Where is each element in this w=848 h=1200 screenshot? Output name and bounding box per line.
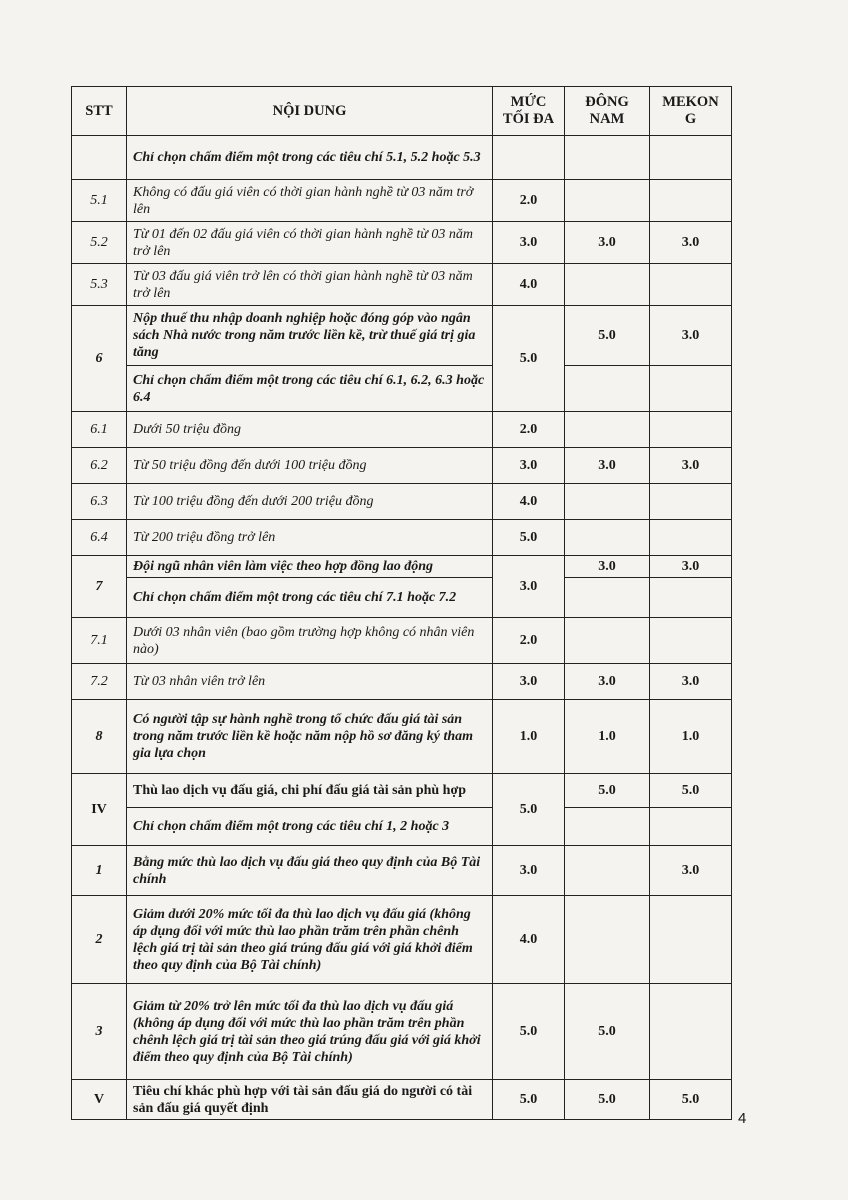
row-stt: 7.1 [72,618,127,664]
row-max: 2.0 [493,618,565,664]
table-row [72,306,732,366]
row-dongnam [565,520,650,556]
row-dongnam: 5.0 [565,984,650,1080]
row-content: Đội ngũ nhân viên làm việc theo hợp đồng lao động [127,556,493,578]
row-dongnam [565,180,650,222]
row-content: Chỉ chọn chấm điểm một trong các tiêu chí 5.1, 5.2 hoặc 5.3 [127,136,493,180]
row-stt: 6 [72,306,127,412]
table-row [72,846,732,896]
row-mekong: 3.0 [650,306,732,366]
row-content: Từ 01 đến 02 đấu giá viên có thời gian hành nghề từ 03 năm trở lên [127,222,493,264]
header-mekong: MEKON G [650,87,732,136]
row-dongnam [565,264,650,306]
row-content: Từ 03 nhân viên trở lên [127,664,493,700]
row-mekong [650,984,732,1080]
row-stt: 6.2 [72,448,127,484]
row-dongnam: 3.0 [565,448,650,484]
row-stt: 6.4 [72,520,127,556]
header-content: NỘI DUNG [127,87,493,136]
table-row [72,136,732,180]
row-content: Tiêu chí khác phù hợp với tài sản đấu giá do người có tài sản đấu giá quyết định [127,1080,493,1120]
header-max: MỨC TỐI ĐA [493,87,565,136]
row-stt: 7 [72,556,127,618]
row-mekong: 1.0 [650,700,732,774]
table-row [72,984,732,1080]
row-stt: 8 [72,700,127,774]
row-max: 3.0 [493,846,565,896]
table-row [72,700,732,774]
row-stt: 5.2 [72,222,127,264]
row-mekong: 3.0 [650,222,732,264]
row-content: Nộp thuế thu nhập doanh nghiệp hoặc đóng góp vào ngân sách Nhà nước trong năm trước liền kề, trừ thuế giá trị gia tăng [127,306,493,366]
row-content: Chỉ chọn chấm điểm một trong các tiêu chí 6.1, 6.2, 6.3 hoặc 6.4 [127,366,493,412]
row-content: Từ 100 triệu đồng đến dưới 200 triệu đồng [127,484,493,520]
table-row [72,578,732,618]
row-mekong [650,896,732,984]
row-content: Giảm từ 20% trở lên mức tối đa thù lao dịch vụ đấu giá (không áp dụng đối với mức thù lao phần trăm trên phần chênh lệch giá trị tài sản theo giá trúng đấu giá với giá khởi điểm theo quy định của Bộ Tài chính) [127,984,493,1080]
row-content: Có người tập sự hành nghề trong tổ chức đấu giá tài sản trong năm trước liền kề hoặc năm nộp hồ sơ đăng ký tham gia lựa chọn [127,700,493,774]
row-mekong [650,180,732,222]
row-max: 4.0 [493,484,565,520]
row-stt: 1 [72,846,127,896]
row-stt: 6.1 [72,412,127,448]
row-stt: 2 [72,896,127,984]
row-mekong: 3.0 [650,448,732,484]
row-max: 3.0 [493,222,565,264]
row-dongnam [565,484,650,520]
header-dongnam: ĐÔNG NAM [565,87,650,136]
row-content: Dưới 03 nhân viên (bao gồm trường hợp không có nhân viên nào) [127,618,493,664]
row-max: 2.0 [493,412,565,448]
row-content: Từ 200 triệu đồng trở lên [127,520,493,556]
table-row [72,412,732,448]
row-dongnam [565,846,650,896]
row-mekong [650,520,732,556]
table-row [72,774,732,808]
row-max: 3.0 [493,556,565,618]
row-stt: 3 [72,984,127,1080]
row-max: 5.0 [493,520,565,556]
table-row [72,556,732,578]
row-stt: 5.1 [72,180,127,222]
row-content: Thù lao dịch vụ đấu giá, chi phí đấu giá tài sản phù hợp [127,774,493,808]
row-dongnam [565,896,650,984]
header-row [72,87,732,136]
row-dongnam: 1.0 [565,700,650,774]
row-content: Giảm dưới 20% mức tối đa thù lao dịch vụ đấu giá (không áp dụng đối với mức thù lao phần trăm trên phần chênh lệch giá trị tài sản theo giá trúng đấu giá với giá khởi điểm theo quy định của Bộ Tài chính) [127,896,493,984]
table-row [72,180,732,222]
row-max: 3.0 [493,664,565,700]
table-row [72,366,732,412]
row-stt: 7.2 [72,664,127,700]
row-mekong: 3.0 [650,556,732,578]
row-mekong: 3.0 [650,664,732,700]
row-stt: IV [72,774,127,846]
row-content: Từ 03 đấu giá viên trở lên có thời gian hành nghề từ 03 năm trở lên [127,264,493,306]
row-max: 4.0 [493,896,565,984]
row-mekong [650,264,732,306]
row-dongnam: 5.0 [565,1080,650,1120]
table-row [72,618,732,664]
row-dongnam: 3.0 [565,664,650,700]
row-mekong [650,618,732,664]
row-content: Chỉ chọn chấm điểm một trong các tiêu chí 7.1 hoặc 7.2 [127,578,493,618]
table-row [72,264,732,306]
row-mekong: 3.0 [650,846,732,896]
row-mekong: 5.0 [650,774,732,808]
row-max: 3.0 [493,448,565,484]
row-stt: 6.3 [72,484,127,520]
row-max: 5.0 [493,774,565,846]
row-max: 2.0 [493,180,565,222]
row-dongnam [565,618,650,664]
row-max: 5.0 [493,984,565,1080]
page-number: 4 [738,1110,747,1127]
row-mekong: 5.0 [650,1080,732,1120]
row-content: Không có đấu giá viên có thời gian hành nghề từ 03 năm trở lên [127,180,493,222]
row-max: 1.0 [493,700,565,774]
row-mekong [650,484,732,520]
row-dongnam [565,412,650,448]
row-dongnam: 5.0 [565,774,650,808]
row-max: 4.0 [493,264,565,306]
row-mekong [650,412,732,448]
row-content: Bằng mức thù lao dịch vụ đấu giá theo quy định của Bộ Tài chính [127,846,493,896]
table-row [72,1080,732,1120]
table-row [72,484,732,520]
table-row [72,664,732,700]
row-dongnam: 5.0 [565,306,650,366]
table-row [72,520,732,556]
row-content: Chỉ chọn chấm điểm một trong các tiêu chí 1, 2 hoặc 3 [127,808,493,846]
row-stt: 5.3 [72,264,127,306]
table-row [72,222,732,264]
row-stt: V [72,1080,127,1120]
table-row [72,896,732,984]
header-stt: STT [72,87,127,136]
row-dongnam: 3.0 [565,556,650,578]
row-content: Từ 50 triệu đồng đến dưới 100 triệu đồng [127,448,493,484]
row-dongnam: 3.0 [565,222,650,264]
table-row [72,448,732,484]
row-max: 5.0 [493,306,565,412]
table-row [72,808,732,846]
scoring-table [71,86,732,1120]
row-max: 5.0 [493,1080,565,1120]
row-content: Dưới 50 triệu đồng [127,412,493,448]
